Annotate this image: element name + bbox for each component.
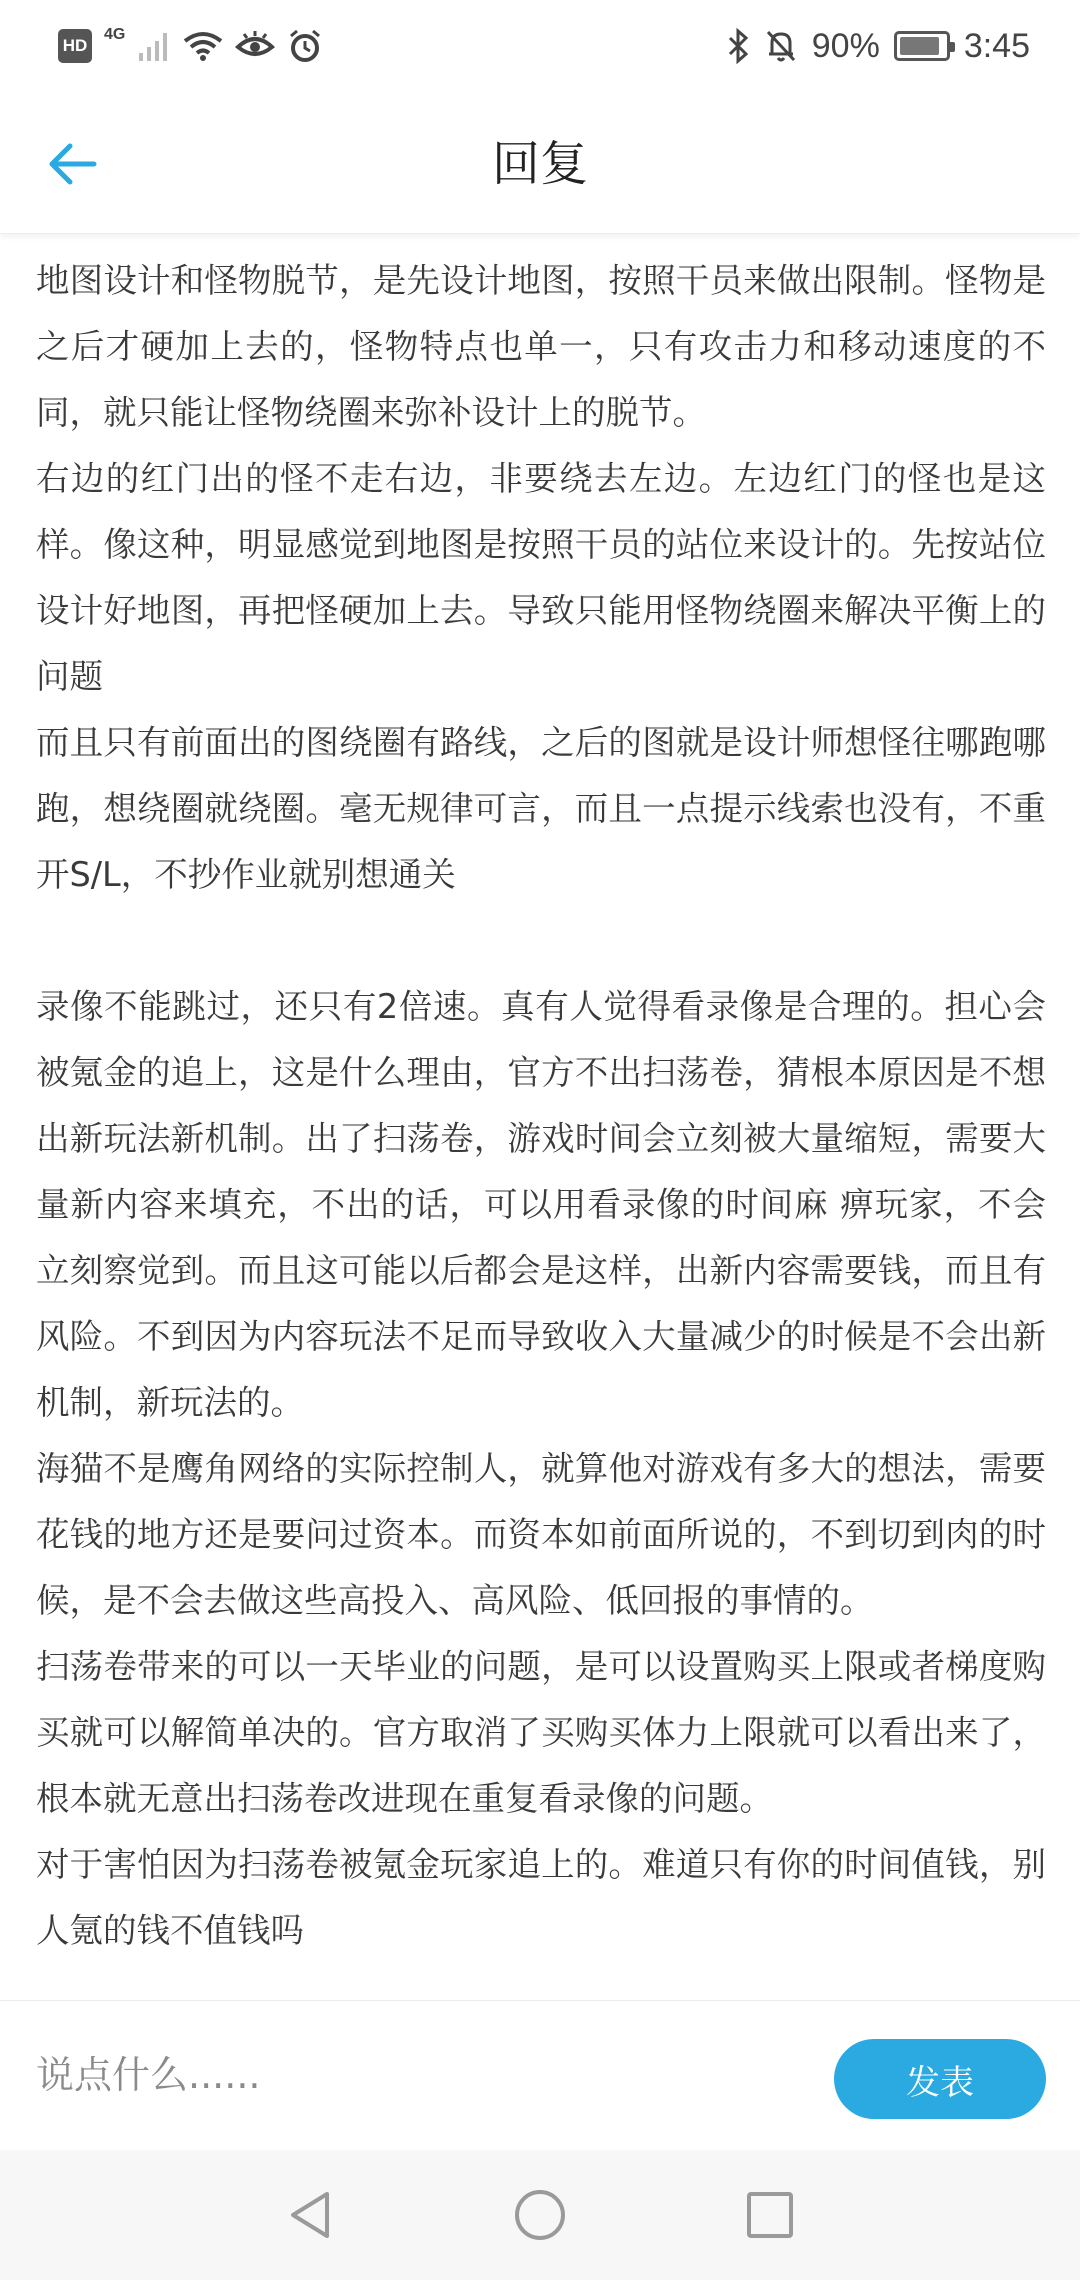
home-circle-icon — [513, 2188, 567, 2242]
blank-line — [36, 908, 1046, 974]
hd-icon: HD — [58, 29, 92, 63]
nav-back-button[interactable] — [280, 2185, 340, 2245]
nav-recents-button[interactable] — [740, 2185, 800, 2245]
battery-icon — [894, 31, 950, 61]
status-bar — [0, 0, 1080, 92]
battery-level-fill — [900, 37, 940, 55]
paragraph: 海猫不是鹰角网络的实际控制人，就算他对游戏有多大的想法，需要花钱的地方还是要问过资本。而资本如前面所说的，不到切到肉的时候，是不会去做这些高投入、高风险、低回报的事情的。 — [36, 1449, 1046, 1620]
back-triangle-icon — [283, 2188, 337, 2242]
paragraph: 对于害怕因为扫荡卷被氪金玩家追上的。难道只有你的时间值钱，别人氪的钱不值钱吗 — [36, 1845, 1046, 1950]
reply-bar — [0, 2000, 1080, 2150]
publish-button[interactable]: 发表 — [834, 2039, 1046, 2119]
paragraph: 录像不能跳过，还只有2倍速。真有人觉得看录像是合理的。担心会被氪金的追上，这是什么理由，官方不出扫荡卷，猜根本原因是不想出新玩法新机制。出了扫荡卷，游戏时间会立刻被大量缩短，需要大量新内容来填充，不出的话，可以用看录像的时间麻 痹玩家，不会立刻察觉到。而且这可能以后都会是这样，出新内容需要钱，而且有风险。不到因为内容玩法不足而导致收入大量减少的时候是不会出新机制，新玩法的。 — [36, 987, 1046, 1422]
eye-comfort-icon — [235, 29, 275, 63]
mute-icon — [764, 28, 798, 64]
nav-home-button[interactable] — [510, 2185, 570, 2245]
battery-percentage: 90% — [811, 26, 880, 65]
reply-content[interactable] — [0, 234, 1080, 2000]
app-header — [0, 92, 1080, 234]
system-nav-bar — [0, 2150, 1080, 2280]
recents-square-icon — [743, 2188, 797, 2242]
bluetooth-icon — [726, 28, 750, 64]
signal-icon — [137, 29, 171, 63]
network-type-label: 4G — [104, 26, 126, 43]
paragraph: 地图设计和怪物脱节，是先设计地图，按照干员来做出限制。怪物是之后才硬加上去的，怪物特点也单一，只有攻击力和移动速度的不同，就只能让怪物绕圈来弥补设计上的脱节。 — [36, 261, 1046, 432]
wifi-icon — [183, 29, 223, 63]
status-left-group — [58, 22, 323, 70]
paragraph: 右边的红门出的怪不走右边，非要绕去左边。左边红门的怪也是这样。像这种，明显感觉到地图是按照干员的站位来设计的。先按站位设计好地图，再把怪硬加上去。导致只能用怪物绕圈来解决平衡上的问题 — [36, 459, 1046, 696]
page-title: 回复 — [491, 136, 588, 192]
comment-input[interactable] — [36, 2035, 776, 2115]
clock: 3:45 — [963, 26, 1030, 65]
paragraph: 而且只有前面出的图绕圈有路线，之后的图就是设计师想怪往哪跑哪跑，想绕圈就绕圈。毫无规律可言，而且一点提示线索也没有，不重开S/L，不抄作业就别想通关 — [36, 723, 1046, 894]
status-right-group — [726, 22, 1030, 70]
alarm-icon — [287, 28, 323, 64]
paragraph: 扫荡卷带来的可以一天毕业的问题，是可以设置购买上限或者梯度购买就可以解简单决的。官方取消了买购买体力上限就可以看出来了，根本就无意出扫荡卷改进现在重复看录像的问题。 — [36, 1647, 1046, 1818]
